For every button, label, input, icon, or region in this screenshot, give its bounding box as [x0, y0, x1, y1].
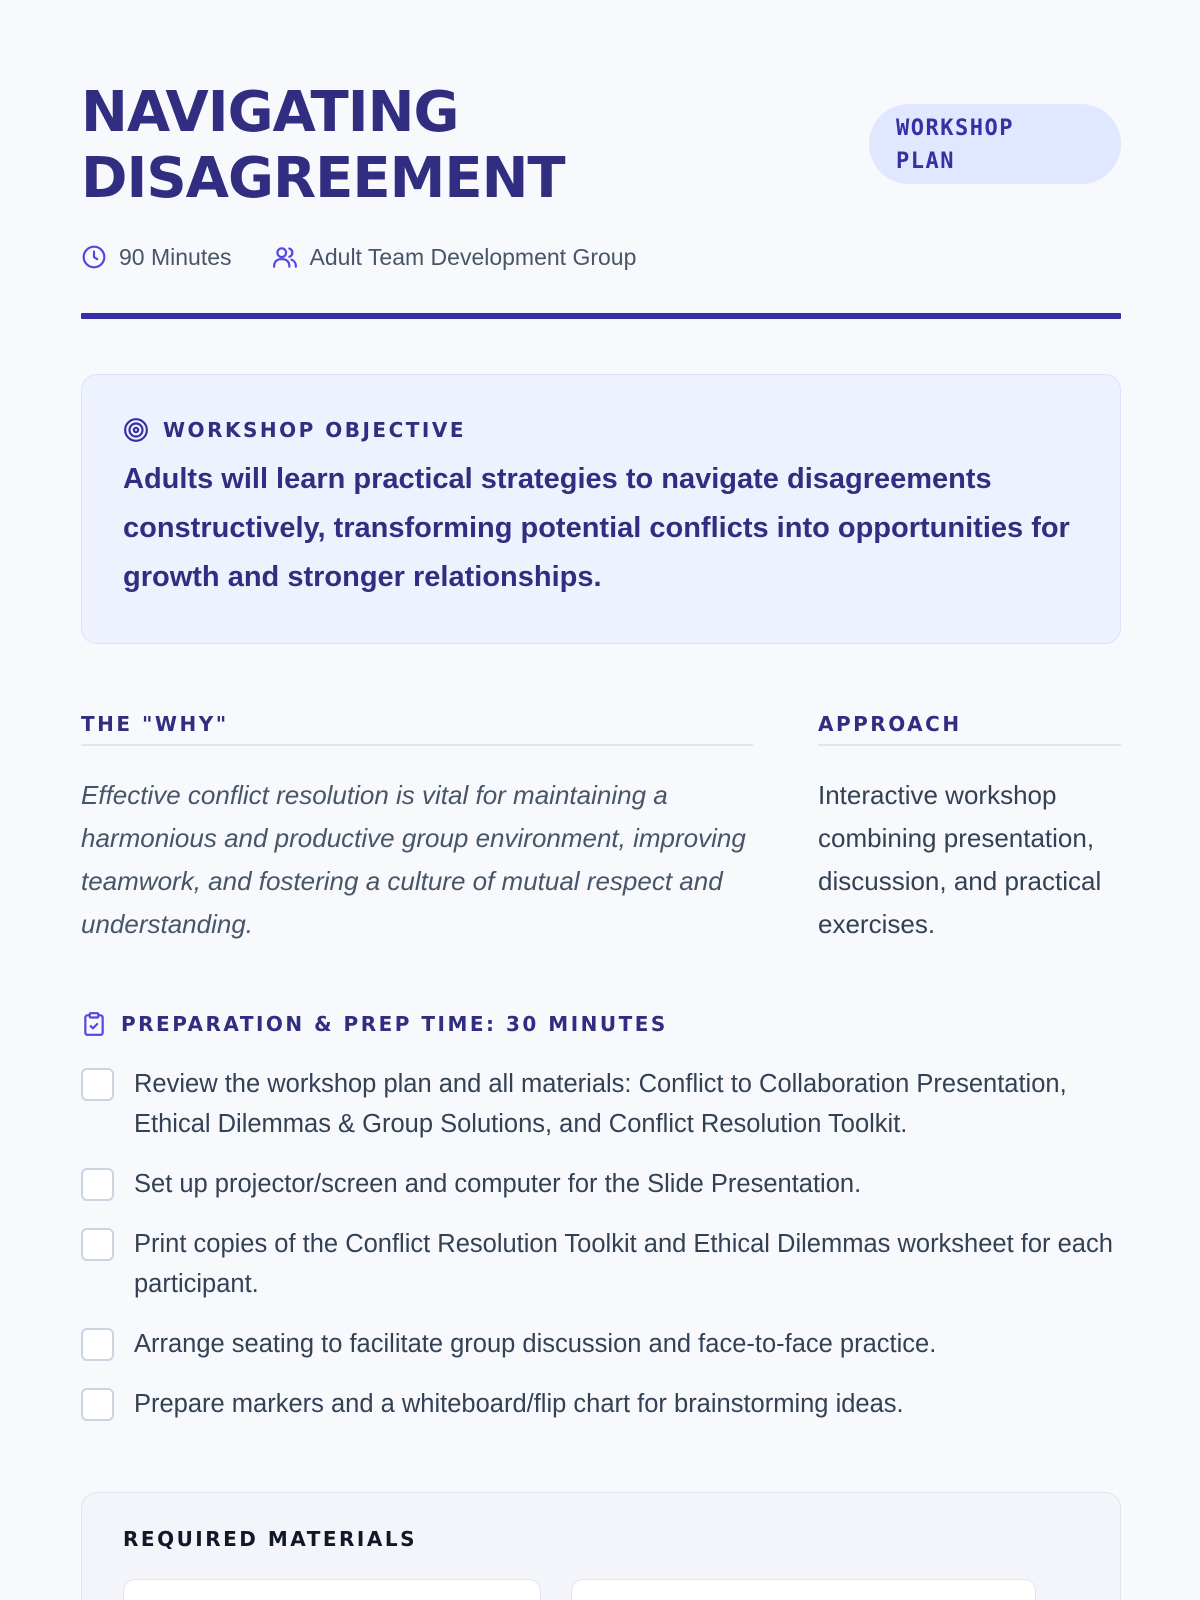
checklist-item	[81, 1064, 1121, 1144]
objective-heading: WORKSHOP OBJECTIVE	[163, 418, 466, 442]
workshop-plan-badge	[869, 104, 1121, 184]
approach-column	[818, 708, 1121, 946]
clipboard-check-icon	[81, 1011, 107, 1037]
badge-line-1: WORKSHOP	[896, 116, 1014, 141]
users-icon	[272, 244, 298, 270]
checklist-item-text: Set up projector/screen and computer for the Slide Presentation.	[134, 1170, 862, 1198]
checkbox[interactable]	[81, 1328, 114, 1361]
preparation-section	[81, 1008, 1121, 1444]
preparation-checklist	[81, 1064, 1121, 1424]
clock-icon	[81, 244, 107, 270]
title-line-1: NAVIGATING	[81, 80, 459, 145]
workshop-plan-page	[81, 0, 1121, 1551]
approach-heading: APPROACH	[818, 712, 962, 736]
checklist-item-text: Print copies of the Conflict Resolution Toolkit and Ethical Dilemmas worksheet for each participant.	[134, 1230, 1113, 1298]
audience-text: Adult Team Development Group	[309, 243, 637, 270]
duration-meta	[81, 244, 232, 271]
materials-heading: REQUIRED MATERIALS	[123, 1527, 417, 1551]
duration-text: 90 Minutes	[119, 243, 232, 270]
why-column	[81, 708, 753, 946]
approach-text: Interactive workshop combining presentation, discussion, and practical exercises.	[818, 780, 1102, 939]
checklist-item-text: Arrange seating to facilitate group discussion and face-to-face practice.	[134, 1330, 937, 1358]
audience-meta	[272, 244, 637, 271]
checkbox[interactable]	[81, 1168, 114, 1201]
material-card	[123, 1579, 541, 1600]
checklist-item	[81, 1384, 1121, 1424]
approach-heading-row	[818, 708, 1121, 746]
checkbox[interactable]	[81, 1068, 114, 1101]
target-icon	[123, 417, 149, 443]
objective-heading-row	[123, 415, 1080, 445]
material-card	[571, 1579, 1036, 1600]
why-heading: THE "WHY"	[81, 712, 229, 736]
checklist-item	[81, 1164, 1121, 1204]
checkbox[interactable]	[81, 1228, 114, 1261]
objective-card	[81, 374, 1121, 644]
header	[81, 0, 1121, 322]
preparation-heading: PREPARATION & PREP TIME: 30 MINUTES	[121, 1012, 668, 1036]
required-materials-card	[81, 1492, 1121, 1600]
checklist-item-text: Prepare markers and a whiteboard/flip chart for brainstorming ideas.	[134, 1390, 904, 1418]
badge-line-2: PLAN	[896, 149, 955, 174]
title-line-2: DISAGREEMENT	[81, 146, 565, 211]
checklist-item-text: Review the workshop plan and all materials: Conflict to Collaboration Presentation, Ethical Dilemmas & Group Solutions, and Conflict Resolution Toolkit.	[134, 1070, 1067, 1138]
checklist-item	[81, 1324, 1121, 1364]
page-title	[81, 80, 565, 212]
meta-row	[81, 240, 636, 274]
objective-text: Adults will learn practical strategies to navigate disagreements constructively, transforming potential conflicts into opportunities for growth and stronger relationships.	[123, 463, 1070, 593]
preparation-heading-row	[81, 1008, 1121, 1040]
why-heading-row	[81, 708, 753, 746]
header-divider	[81, 313, 1121, 319]
why-approach-section	[81, 708, 1121, 948]
checkbox[interactable]	[81, 1388, 114, 1421]
checklist-item	[81, 1224, 1121, 1304]
materials-list	[123, 1579, 1079, 1600]
why-text: Effective conflict resolution is vital for maintaining a harmonious and productive group environment, improving teamwork, and fostering a culture of mutual respect and understanding.	[81, 780, 746, 939]
